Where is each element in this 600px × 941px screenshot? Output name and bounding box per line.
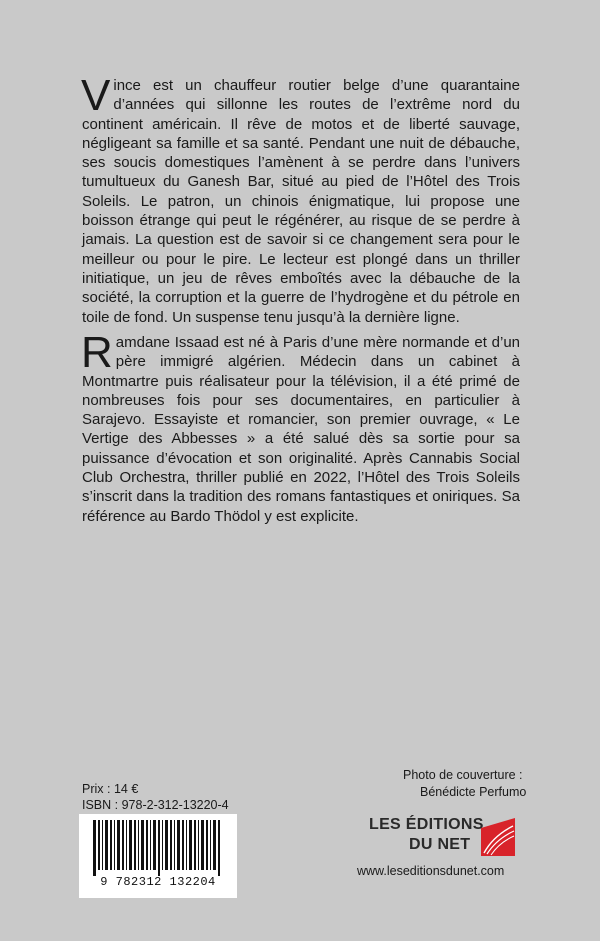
book-summary — [81, 71, 520, 327]
photo-credit-name: Bénédicte Perfumo — [420, 785, 527, 799]
barcode-digits: 9 782312 132204 — [100, 875, 216, 889]
summary-dropcap: V — [81, 71, 111, 120]
publisher-name-line2: DU NET — [409, 836, 471, 853]
publisher-logo-mark-icon — [481, 818, 515, 856]
photo-credit-label: Photo de couverture : — [403, 768, 523, 782]
author-bio — [81, 328, 520, 526]
bio-dropcap: R — [81, 328, 113, 377]
bio-text: amdane Issaad est né à Paris d’une mère normande et d’un père immigré algérien. Médecin dans un cabinet à Montmartre puis réalisateur pour la télévision, il a été primé de nombreuses fois pour ses documentaires, en particulier à Sarajevo. Essayiste et romancier, son premier ouvrage, « Le Vertige des Abbesses » a été salué dès sa sortie pour sa puissance d’évocation et son originalité. Après Cannabis Social Club Orchestra, thriller publié en 2022, l’Hôtel des Trois Soleils s’inscrit dans la tradition des romans fantastiques et oniriques. Sa référence au Bardo Thödol y est explicite. — [82, 334, 520, 525]
publisher-logo — [369, 814, 529, 856]
isbn-barcode — [79, 814, 237, 898]
barcode-bars — [91, 820, 225, 876]
publisher-name-line1: LES ÉDITIONS — [369, 816, 484, 833]
price-label: Prix : 14 € — [82, 782, 139, 796]
summary-text: ince est un chauffeur routier belge d’une quarantaine d’années qui sillonne les routes de l’extrême nord du continent américain. Il rêve de motos et de liberté sauvage, négligeant sa famille et sa santé. Pendant une nuit de débauche, ses soucis domestiques l’amènent à se perdre dans l’univers tumultueux du Ganesh Bar, situé au pied de l’Hôtel des Trois Soleils. Le patron, un chinois énigmatique, lui propose une boisson étrange qui peut le régénérer, au risque de se perdre à jamais. La question est de savoir si ce changement sera pour le meilleur ou pour le pire. Le lecteur est plongé dans un thriller initiatique, un jeu de rêves emboîtés avec la débauche de la société, la corruption et la guerre de l’hydrogène et du pétrole en toile de fond. Un suspense tenu jusqu’à la dernière ligne. — [82, 77, 520, 326]
publisher-website: www.leseditionsdunet.com — [357, 864, 505, 878]
isbn-label: ISBN : 978-2-312-13220-4 — [82, 798, 229, 812]
